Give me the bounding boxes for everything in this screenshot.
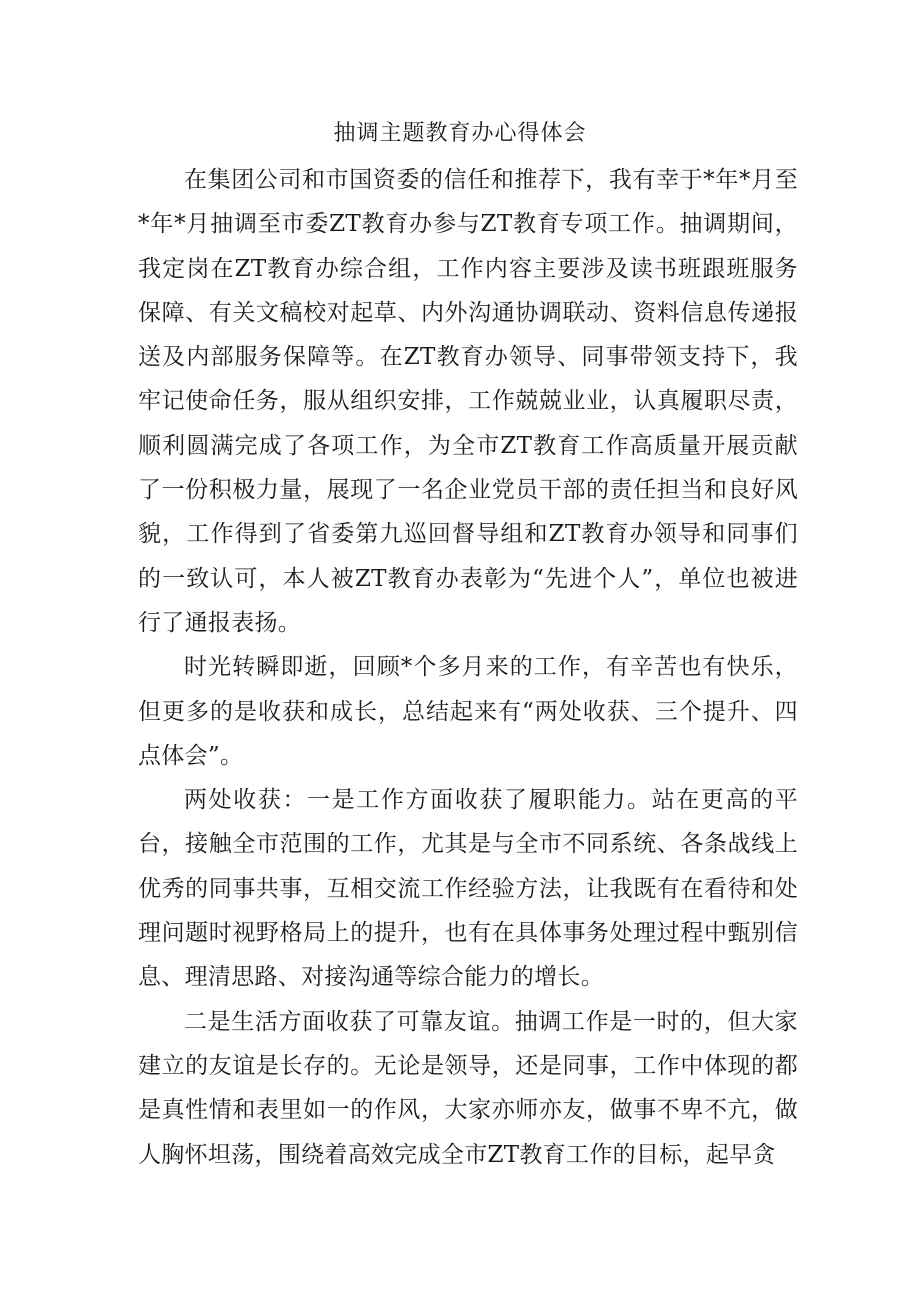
paragraph-gain-one: 两处收获：一是工作方面收获了履职能力。站在更高的平台，接触全市范围的工作，尤其是与全市不同系统、各条战线上优秀的同事共事，互相交流工作经验方法，让我既有在看待和处理问题时视野格局上的提升，也有在具体事务处理过程中甄别信息、理清思路、对接沟通等综合能力的增长。 bbox=[138, 787, 798, 991]
paragraph-intro: 在集团公司和市国资委的信任和推荐下，我有幸于*年*月至*年*月抽调至市委ZT教育办参与ZT教育专项工作。抽调期间，我定岗在ZT教育办综合组，工作内容主要涉及读书班跟班服务保障、有关文稿校对起草、内外沟通协调联动、资料信息传递报送及内部服务保障等。在ZT教育办领导、同事带领支持下，我牢记使命任务，服从组织安排，工作兢兢业业，认真履职尽责，顺利圆满完成了各项工作，为全市ZT教育工作高质量开展贡献了一份积极力量，展现了一名企业党员干部的责任担当和良好风貌，工作得到了省委第九巡回督导组和ZT教育办领导和同事们的一致认可，本人被ZT教育办表彰为“先进个人”，单位也被进行了通报表扬。 bbox=[138, 167, 798, 636]
document-body bbox=[138, 158, 798, 1177]
document-title: 抽调主题教育办心得体会 bbox=[333, 121, 587, 146]
paragraph-summary: 时光转瞬即逝，回顾*个多月来的工作，有辛苦也有快乐，但更多的是收获和成长，总结起来有“两处收获、三个提升、四点体会”。 bbox=[138, 654, 798, 769]
paragraph-gain-two: 二是生活方面收获了可靠友谊。抽调工作是一时的，但大家建立的友谊是长存的。无论是领导，还是同事，工作中体现的都是真性情和表里如一的作风，大家亦师亦友，做事不卑不亢，做人胸怀坦荡，围绕着高效完成全市ZT教育工作的目标，起早贪 bbox=[138, 1008, 798, 1168]
